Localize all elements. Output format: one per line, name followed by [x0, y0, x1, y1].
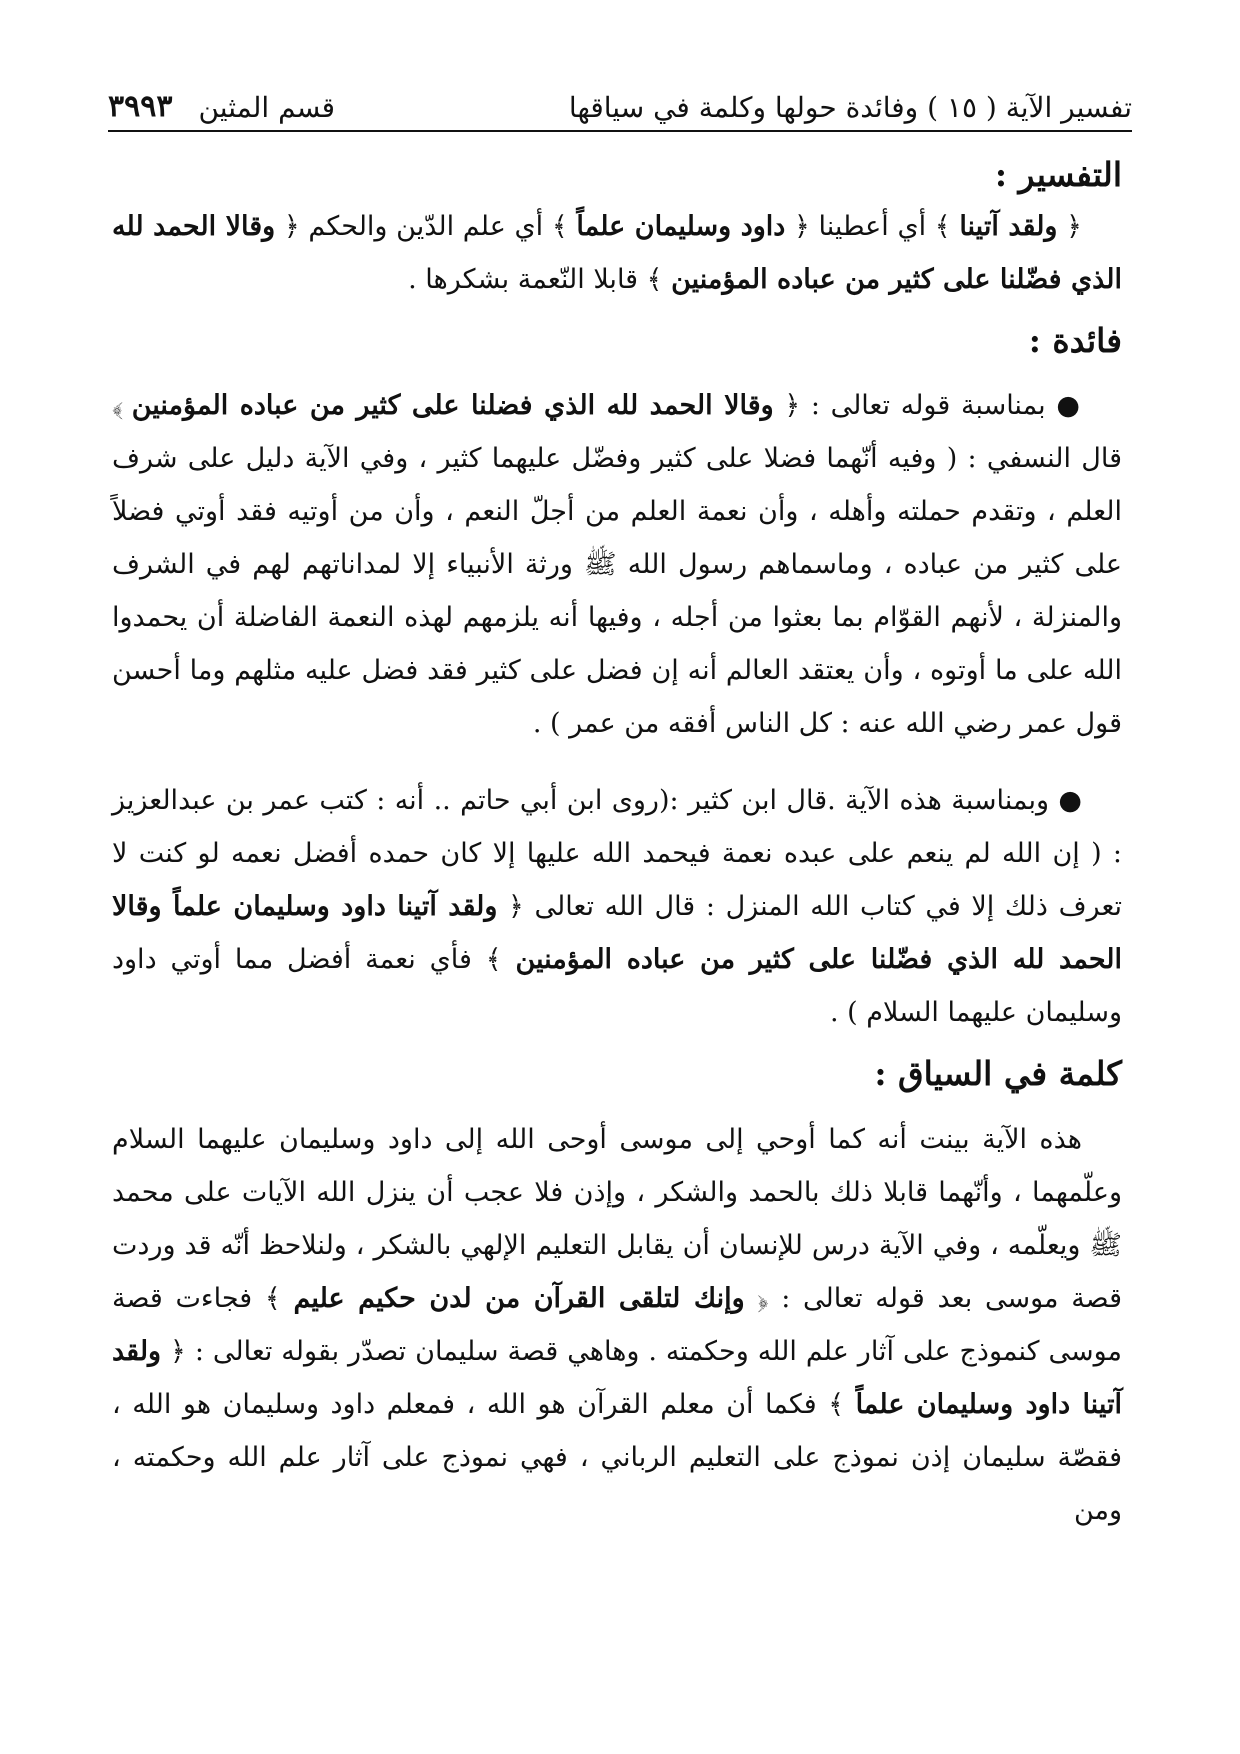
header-title: تفسير الآية ( ١٥ ) وفائدة حولها وكلمة في سياقها [568, 91, 1132, 124]
quran-quote: ولقد آتينا داود وسليمان علماً [112, 1335, 1122, 1420]
heading-tafsir: التفسير : [994, 155, 1122, 194]
text-run: ● بمناسبة قوله تعالى : ﴿ [773, 390, 1082, 421]
text-run: ﴾ أي أعطينا ﴿ [785, 210, 960, 242]
text-run: هذه الآية بينت أنه كما أوحي إلى موسى أوحى الله إلى داود وسليمان عليهما السلام وعلّمهما ، وأنّهما قابلا ذلك بالحمد والشكر ، وإذن فلا عجب أن ينزل الله الآيات على محمد ﷺ ويعلّمه ، وفي الآية درس للإنسان أن يقابل التعليم الإلهي بالشكر ، ولنلاحظ أنّه قد وردت قصة موسى بعد قوله تعالى : ﴿ [112, 1123, 1122, 1314]
quran-quote: ولقد آتينا [959, 210, 1058, 242]
quran-quote: وإنك لتلقى القرآن من لدن حكيم عليم [293, 1282, 745, 1314]
running-header [108, 78, 1132, 132]
text-run: ﴾ فأي نعمة أفضل مما أوتي داود وسليمان عليهما السلام ) . [112, 944, 1122, 1028]
quran-quote: وقالا الحمد لله الذي فضّلنا على كثير من عباده المؤمنين [112, 210, 1122, 295]
text-run: ● وبمناسبة هذه الآية .قال ابن كثير :(روى ابن أبي حاتم .. أنه : كتب عمر بن عبدالعزيز : ( إن الله لم ينعم على عبده نعمة فيحمد الله عليها إلا كان حمده أفضل نعمه لو كنت لا تعرف ذلك إلا في كتاب الله المنزل : قال الله تعالى ﴿ [112, 785, 1122, 922]
header-page-info [108, 89, 335, 124]
tafsir-paragraph [112, 200, 1122, 306]
context-paragraph [112, 1113, 1122, 1537]
quran-quote: ولقد آتينا داود وسليمان علماً وقالا الحمد لله الذي فضّلنا على كثير من عباده المؤمنين [112, 891, 1122, 975]
quran-quote: داود وسليمان علماً [576, 210, 786, 242]
quran-quote: وقالا الحمد لله الذي فضلنا على كثير من عباده المؤمنين [131, 390, 774, 421]
text-run: ﴾ قال النسفي : ( وفيه أنّهما فضلا على كثير وفضّل عليهما كثير ، وفي الآية دليل على شرف العلم ، وتقدم حملته وأهله ، وأن نعمة العلم من أجلّ النعم ، وأن من أوتيه فقد أوتي فضلاً على كثير من عباده ، وماسماهم رسول الله ﷺ ورثة الأنبياء إلا لمداناتهم لهم في الشرف والمنزلة ، لأنهم القوّام بما بعثوا من أجله ، وفيها أنه يلزمهم لهذه النعمة الفاضلة أن يحمدوا الله على ما أوتوه ، وأن يعتقد العالم أنه إن فضل على كثير فقد فضل عليه مثلهم وما أحسن قول عمر رضي الله عنه : كل الناس أفقه من عمر ) . [112, 390, 1122, 739]
text-run: ﴾ أي علم الدّين والحكم ﴿ [275, 210, 577, 242]
heading-context: كلمة في السياق : [874, 1054, 1122, 1093]
header-section: قسم المثين [198, 91, 336, 124]
faida-paragraph-1 [112, 379, 1122, 750]
text-run: ﴾ قابلا النّعمة بشكرها . [408, 263, 672, 295]
page-body [112, 150, 1122, 1547]
text-run: ﴾ فجاءت قصة موسى كنموذج على آثار علم الله وحكمته . وهاهي قصة سليمان تصدّر بقوله تعالى : ﴿ [112, 1282, 1122, 1367]
text-run: ﴿ [1057, 210, 1082, 242]
heading-faida: فائدة : [1028, 320, 1122, 360]
text-run: ﴾ فكما أن معلم القرآن هو الله ، فمعلم داود وسليمان هو الله ، فقصّة سليمان إذن نموذج على التعليم الرباني ، فهي نموذج على آثار علم الله وحكمته ، ومن [112, 1388, 1122, 1526]
faida-paragraph-2 [112, 774, 1122, 1039]
page-number: ٣٩٩٣ [108, 89, 173, 124]
